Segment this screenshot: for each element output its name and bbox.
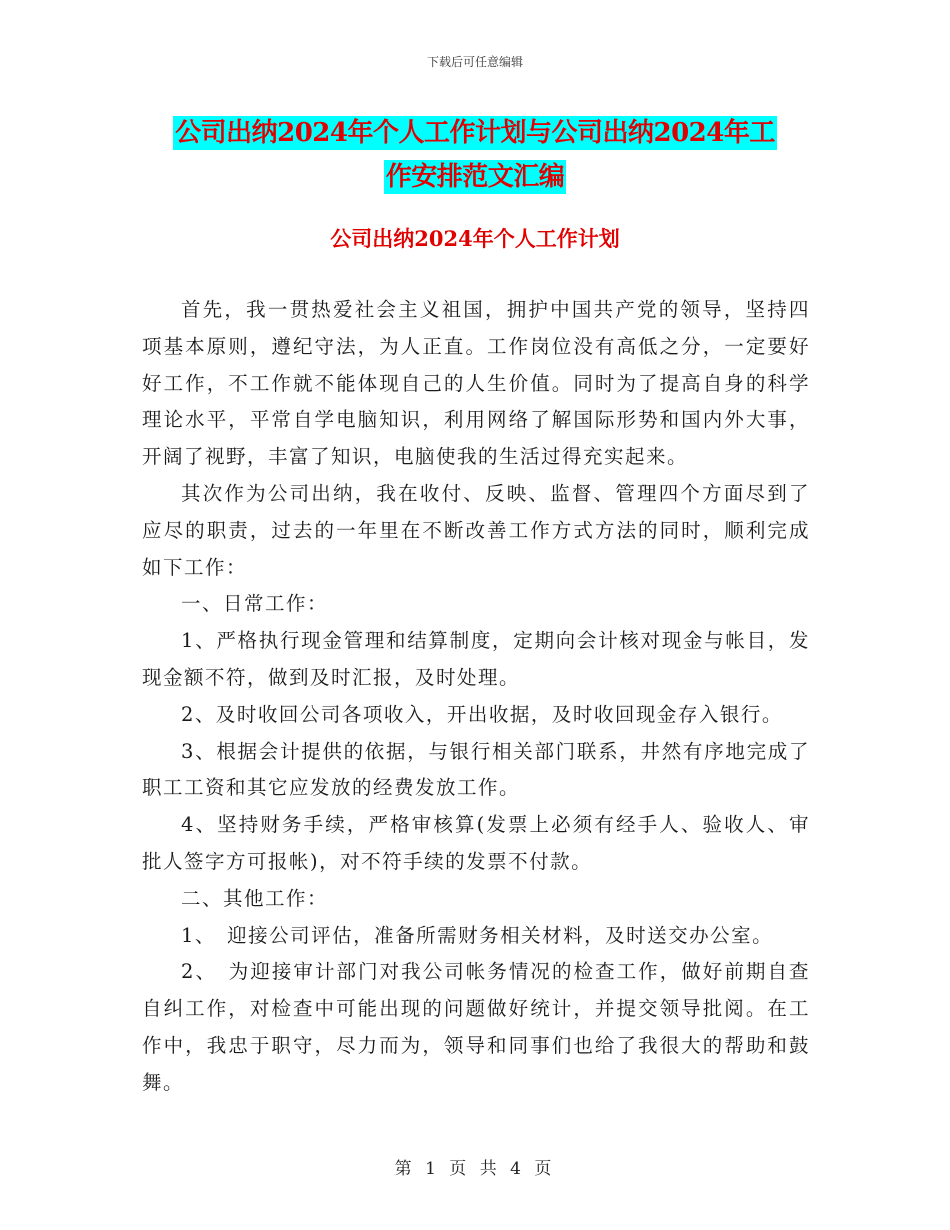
paragraph: 1、严格执行现金管理和结算制度，定期向会计核对现金与帐目，发现金额不符，做到及时汇报，及时处理。 xyxy=(142,629,810,689)
paragraph: 4、坚持财务手续，严格审核算(发票上必须有经手人、验收人、审批人签字方可报帐)，对不符手续的发票不付款。 xyxy=(142,813,810,873)
paragraph: 1、 迎接公司评估，准备所需财务相关材料，及时送交办公室。 xyxy=(181,923,774,947)
paragraph: 2、及时收回公司各项收入，开出收据，及时收回现金存入银行。 xyxy=(181,702,783,726)
document-title-text-1: 公司出纳2024年个人工作计划与公司出纳2024年工 xyxy=(175,118,775,148)
paragraph: 3、根据会计提供的依据，与银行相关部门联系，井然有序地完成了职工工资和其它应发放的经费发放工作。 xyxy=(142,739,810,800)
paragraph: 首先，我一贯热爱社会主义祖国，拥护中国共产党的领导，坚持四项基本原则，遵纪守法，为人正直。工作岗位没有高低之分，一定要好好工作，不工作就不能体现自己的人生价值。同时为了提高自身的科学理论水平，平常自学电脑知识，利用网络了解国际形势和国内外大事，开阔了视野，丰富了知识，电脑使我的生活过得充实起来。 xyxy=(142,298,810,469)
document-body xyxy=(142,292,810,1102)
paragraph: 其次作为公司出纳，我在收付、反映、监督、管理四个方面尽到了应尽的职责，过去的一年里在不断改善工作方式方法的同时，顺利完成如下工作： xyxy=(142,481,810,579)
document-title-line-1 xyxy=(0,112,950,149)
paragraph: 2、 为迎接审计部门对我公司帐务情况的检查工作，做好前期自查自纠工作，对检查中可能出现的问题做好统计，并提交领导批阅。在工作中，我忠于职守，尽力而为，领导和同事们也给了我很大的帮助和鼓舞。 xyxy=(142,960,810,1094)
page-footer: 第 1 页 共 4 页 xyxy=(394,1159,556,1179)
paragraph: 二、其他工作： xyxy=(181,886,329,910)
document-title-line-2 xyxy=(0,156,950,193)
page-header: 下载后可任意编辑 xyxy=(426,55,523,69)
document-title-text-2: 作安排范文汇编 xyxy=(385,162,565,192)
section-title: 公司出纳2024年个人工作计划 xyxy=(330,226,620,251)
paragraph: 一、日常工作： xyxy=(181,592,329,616)
